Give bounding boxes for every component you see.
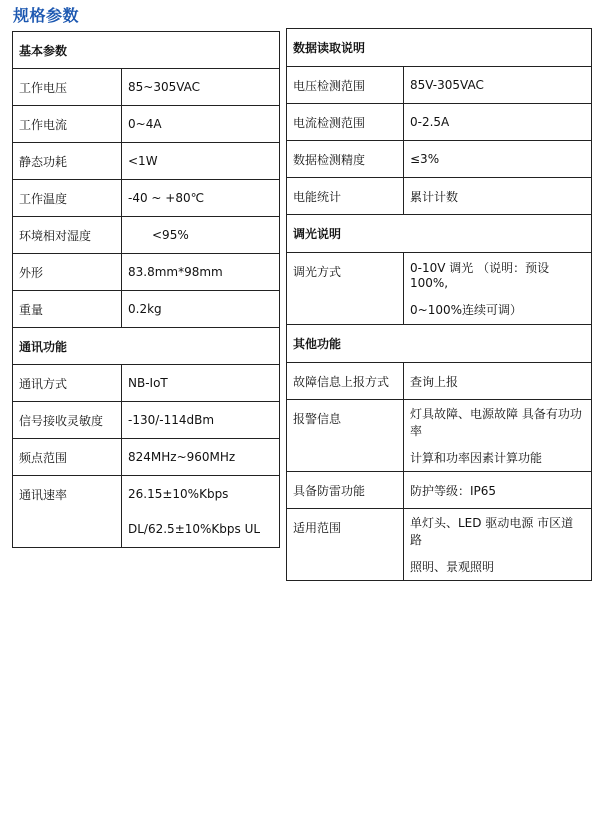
table-row bbox=[287, 363, 592, 400]
row-value bbox=[122, 439, 280, 476]
table-row bbox=[287, 509, 592, 581]
row-label: 频点范围 bbox=[13, 439, 122, 476]
row-value bbox=[404, 178, 592, 215]
section-heading: 调光说明 bbox=[287, 215, 592, 253]
table-row bbox=[13, 106, 280, 143]
row-label: 通讯速率 bbox=[13, 476, 122, 548]
table-row bbox=[287, 141, 592, 178]
row-value bbox=[122, 180, 280, 217]
row-value-line: 824MHz~960MHz bbox=[128, 450, 236, 464]
row-value bbox=[122, 254, 280, 291]
row-label: 适用范围 bbox=[287, 509, 404, 581]
table-row bbox=[13, 69, 280, 106]
row-value-line: 灯具故障、电源故障 具备有功功率 bbox=[410, 407, 582, 439]
row-value-line: -40 ~ +80℃ bbox=[128, 191, 205, 205]
row-value-line: ≤3% bbox=[410, 152, 440, 166]
row-value bbox=[122, 291, 280, 328]
row-label: 重量 bbox=[13, 291, 122, 328]
row-value-line: 单灯头、LED 驱动电源 市区道路 bbox=[410, 516, 574, 548]
row-label: 工作温度 bbox=[13, 180, 122, 217]
row-value bbox=[122, 143, 280, 180]
row-value-line: 85~305VAC bbox=[128, 80, 201, 94]
row-value bbox=[404, 104, 592, 141]
row-value bbox=[404, 363, 592, 400]
section-heading: 基本参数 bbox=[13, 32, 280, 69]
row-value bbox=[122, 217, 280, 254]
table-row bbox=[13, 439, 280, 476]
table-row bbox=[287, 400, 592, 472]
row-label: 通讯方式 bbox=[13, 365, 122, 402]
row-value-line: 累计计数 bbox=[410, 189, 459, 204]
row-value-line: 0~100%连续可调） bbox=[410, 303, 522, 317]
table-row bbox=[13, 217, 280, 254]
row-label: 静态功耗 bbox=[13, 143, 122, 180]
section-heading-row bbox=[13, 328, 280, 365]
row-value-line: 查询上报 bbox=[410, 374, 459, 389]
row-value-line: NB-IoT bbox=[128, 376, 168, 390]
row-value-line: 0-10V 调光 （说明：预设 100%, bbox=[410, 261, 550, 290]
table-row bbox=[13, 476, 280, 548]
table-row bbox=[287, 67, 592, 104]
row-value-line: 计算和功率因素计算功能 bbox=[410, 450, 543, 465]
row-value bbox=[404, 141, 592, 178]
row-value-line: 0~4A bbox=[128, 117, 162, 131]
row-value bbox=[122, 402, 280, 439]
row-value bbox=[404, 472, 592, 509]
table-row bbox=[287, 178, 592, 215]
row-value-line: 0.2kg bbox=[128, 302, 162, 316]
row-label: 报警信息 bbox=[287, 400, 404, 472]
row-value-line: <1W bbox=[128, 154, 158, 168]
row-label: 工作电压 bbox=[13, 69, 122, 106]
table-row bbox=[287, 253, 592, 325]
row-label: 电流检测范围 bbox=[287, 104, 404, 141]
row-label: 外形 bbox=[13, 254, 122, 291]
row-label: 调光方式 bbox=[287, 253, 404, 325]
row-value bbox=[122, 106, 280, 143]
row-label: 电能统计 bbox=[287, 178, 404, 215]
row-label: 信号接收灵敏度 bbox=[13, 402, 122, 439]
row-label: 故障信息上报方式 bbox=[287, 363, 404, 400]
table-row bbox=[287, 104, 592, 141]
row-value bbox=[404, 67, 592, 104]
row-value-line: 0-2.5A bbox=[410, 115, 450, 129]
table-row bbox=[13, 254, 280, 291]
row-value bbox=[122, 365, 280, 402]
section-heading: 其他功能 bbox=[287, 325, 592, 363]
table-row bbox=[13, 143, 280, 180]
table-row bbox=[287, 472, 592, 509]
section-heading-row bbox=[287, 29, 592, 67]
row-value bbox=[404, 509, 592, 581]
right-spec-table bbox=[286, 28, 592, 581]
table-row bbox=[13, 291, 280, 328]
row-value bbox=[404, 400, 592, 472]
section-heading-row bbox=[13, 32, 280, 69]
row-value-line: 85V-305VAC bbox=[410, 78, 484, 92]
row-label: 电压检测范围 bbox=[287, 67, 404, 104]
section-heading: 数据读取说明 bbox=[287, 29, 592, 67]
table-row bbox=[13, 365, 280, 402]
left-spec-table bbox=[12, 31, 280, 548]
row-value-line: 83.8mm*98mm bbox=[128, 265, 223, 279]
row-value-line: 26.15±10%Kbps bbox=[128, 487, 229, 501]
row-label: 环境相对湿度 bbox=[13, 217, 122, 254]
row-value-line: -130/-114dBm bbox=[128, 413, 215, 427]
row-value-line: <95% bbox=[152, 228, 189, 242]
section-heading-row bbox=[287, 325, 592, 363]
page-title: 规格参数 bbox=[13, 6, 80, 25]
section-heading: 通讯功能 bbox=[13, 328, 280, 365]
row-label: 数据检测精度 bbox=[287, 141, 404, 178]
section-heading-row bbox=[287, 215, 592, 253]
row-label: 工作电流 bbox=[13, 106, 122, 143]
row-value bbox=[404, 253, 592, 325]
table-row bbox=[13, 402, 280, 439]
row-value bbox=[122, 69, 280, 106]
row-value-line: DL/62.5±10%Kbps UL bbox=[128, 522, 261, 536]
row-value-line: 照明、景观照明 bbox=[410, 559, 495, 574]
row-value bbox=[122, 476, 280, 548]
row-label: 具备防雷功能 bbox=[287, 472, 404, 509]
table-row bbox=[13, 180, 280, 217]
row-value-line: 防护等级：IP65 bbox=[410, 483, 497, 498]
